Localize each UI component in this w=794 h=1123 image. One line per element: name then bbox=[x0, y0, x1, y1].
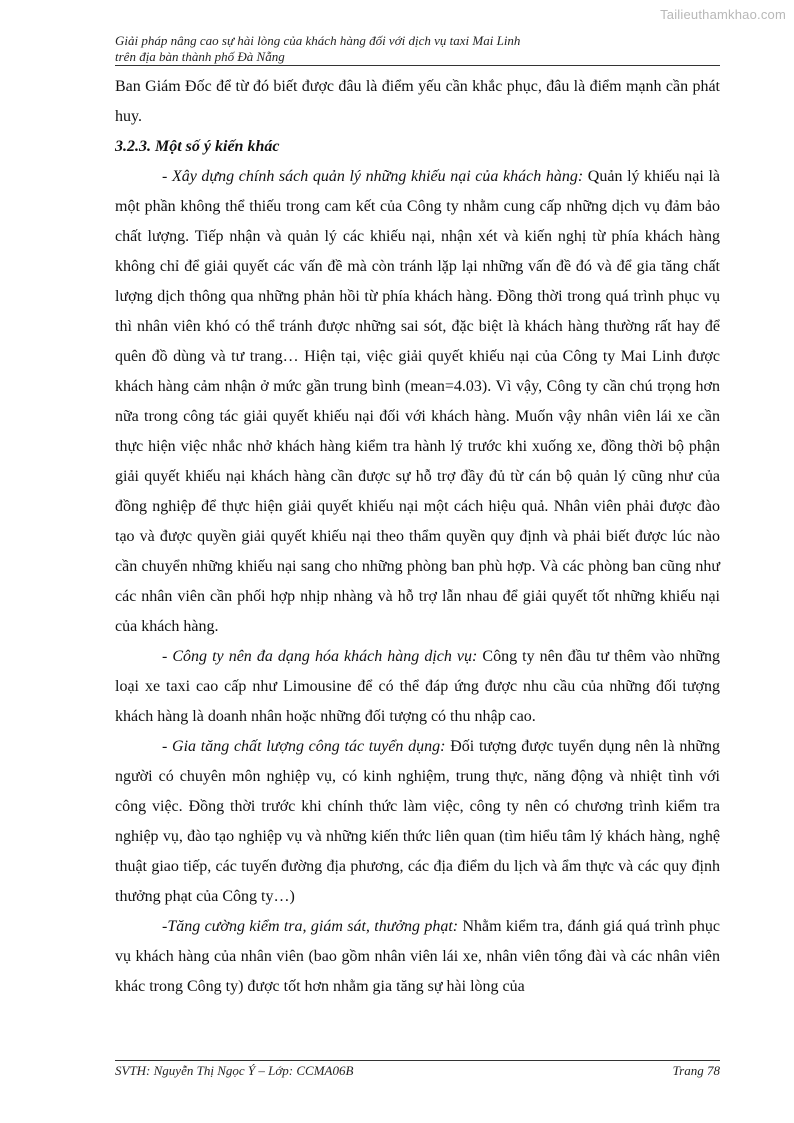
paragraph-text: Công ty nên đầu tư thêm vào những loại xe taxi cao cấp như Limousine để có thể đáp ứng được nhu cầu của những đối tượng khách hàng là doanh nhân hoặc những đối tượng có thu nhập cao. bbox=[115, 648, 721, 725]
footer-author: SVTH: Nguyễn Thị Ngọc Ý – Lớp: CCMA06B bbox=[115, 1063, 354, 1078]
watermark: Tailieuthamkhao.com bbox=[660, 7, 786, 22]
paragraph-lead: -Tăng cường kiểm tra, giám sát, thưởng phạt: bbox=[162, 918, 459, 935]
intro-paragraph: Ban Giám Đốc để từ đó biết được đâu là điểm yếu cần khắc phục, đâu là điểm mạnh cần phát huy. bbox=[115, 78, 720, 125]
paragraph-lead: - Gia tăng chất lượng công tác tuyển dụng: bbox=[162, 738, 446, 755]
header-title-line-1: Giải pháp nâng cao sự hài lòng của khách hàng đối với dịch vụ taxi Mai Linh bbox=[115, 33, 521, 48]
footer-divider bbox=[115, 1060, 720, 1061]
page-header bbox=[115, 33, 720, 65]
paragraph-diversify bbox=[115, 642, 720, 732]
paragraph-lead: - Xây dựng chính sách quản lý những khiếu nại của khách hàng: bbox=[162, 168, 584, 185]
page-footer bbox=[115, 1063, 720, 1079]
paragraph-supervision bbox=[115, 912, 720, 1002]
paragraph-text: Nhằm kiểm tra, đánh giá quá trình phục vụ khách hàng của nhân viên (bao gồm nhân viên lái xe, nhân viên tổng đài và các nhân viên khác trong Công ty) được tốt hơn nhằm gia tăng sự hài lòng của bbox=[115, 918, 721, 995]
section-heading: 3.2.3. Một số ý kiến khác bbox=[115, 138, 280, 155]
document-body bbox=[115, 72, 720, 1002]
paragraph-complaints bbox=[115, 162, 720, 642]
header-title-line-2: trên địa bàn thành phố Đà Nẵng bbox=[115, 49, 285, 64]
page-number: Trang 78 bbox=[672, 1063, 720, 1078]
paragraph-text: Quản lý khiếu nại là một phần không thể thiếu trong cam kết của Công ty nhằm cung cấp những dịch vụ đảm bảo chất lượng. Tiếp nhận và quản lý các khiếu nại, nhận xét và kiến nghị từ phía khách hàng không chỉ để giải quyết các vấn đề mà còn tránh lặp lại những vấn đề đó và để gia tăng chất lượng dịch thông qua những phản hồi từ phía khách hàng. Đồng thời trong quá trình phục vụ thì nhân viên khó có thể tránh được những sai sót, đặc biệt là khách hàng thường rất hay để quên đồ dùng và tư trang… Hiện tại, việc giải quyết khiếu nại của Công ty Mai Linh được khách hàng cảm nhận ở mức gần trung bình (mean=4.03). Vì vậy, Công ty cần chú trọng hơn nữa trong công tác giải quyết khiếu nại đối với khách hàng. Muốn vậy nhân viên lái xe cần thực hiện việc nhắc nhở khách hàng kiểm tra hành lý trước khi xuống xe, đồng thời bộ phận giải quyết khiếu nại khách hàng cần được sự hỗ trợ đầy đủ từ cán bộ quản lý cũng như của đồng nghiệp để thực hiện giải quyết khiếu nại một cách hiệu quả. Nhân viên phải được đào tạo và được quyền giải quyết khiếu nại theo thẩm quyền quy định và phải biết được lúc nào cần chuyển những khiếu nại sang cho những phòng ban phù hợp. Và các phòng ban cũng như các nhân viên cần phối hợp nhịp nhàng và hỗ trợ lẫn nhau để giải quyết tốt những khiếu nại của khách hàng. bbox=[115, 168, 720, 635]
header-divider bbox=[115, 65, 720, 66]
paragraph-text: Đối tượng được tuyển dụng nên là những người có chuyên môn nghiệp vụ, có kinh nghiệm, trung thực, năng động và nhiệt tình với công việc. Đồng thời trước khi chính thức làm việc, công ty nên có chương trình kiểm tra nghiệp vụ, đào tạo nghiệp vụ và những kiến thức liên quan (tìm hiểu tâm lý khách hàng, nghệ thuật giao tiếp, các tuyến đường địa phương, các địa điểm du lịch và ẩm thực và các quy định thưởng phạt của Công ty…) bbox=[115, 738, 720, 905]
paragraph-lead: - Công ty nên đa dạng hóa khách hàng dịch vụ: bbox=[162, 648, 478, 665]
paragraph-recruitment bbox=[115, 732, 720, 912]
